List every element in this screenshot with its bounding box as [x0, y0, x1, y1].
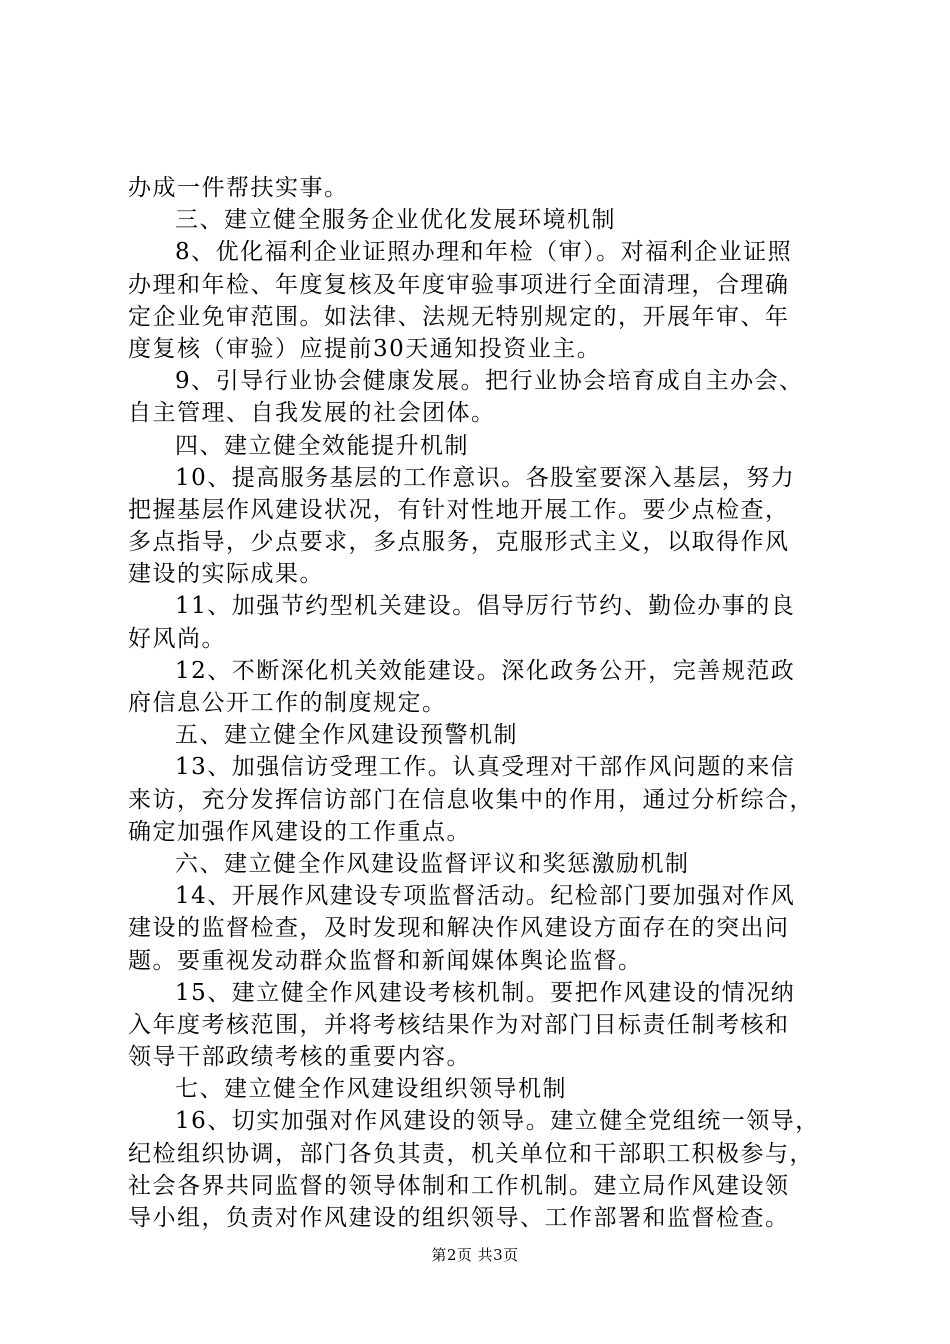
text-line: 14、开展作风建设专项监督活动。纪检部门要加强对作风	[175, 883, 796, 910]
text-line: 办成一件帮扶实事。	[128, 175, 349, 201]
text-line: 9、引导行业协会健康发展。把行业协会培育成自主办会、	[175, 368, 804, 395]
text-line: 自主管理、自我发展的社会团体。	[128, 400, 496, 427]
text-line: 8、优化福利企业证照办理和年检（审）。对福利企业证照	[175, 239, 793, 266]
text-line: 办理和年检、年度复核及年度审验事项进行全面清理，合理确	[128, 271, 790, 298]
text-line: 纪检组织协调，部门各负其责，机关单位和干部职工积极参与，	[128, 1140, 814, 1167]
text-line: 10、提高服务基层的工作意识。各股室要深入基层，努力	[175, 464, 796, 491]
text-line: 15、建立健全作风建设考核机制。要把作风建设的情况纳	[175, 979, 796, 1006]
text-line: 入年度考核范围，并将考核结果作为对部门目标责任制考核和	[128, 1011, 790, 1038]
text-line: 四、建立健全效能提升机制	[175, 432, 469, 459]
text-line: 社会各界共同监督的领导体制和工作机制。建立局作风建设领	[128, 1172, 790, 1199]
text-line: 确定加强作风建设的工作重点。	[128, 818, 471, 845]
text-line: 领导干部政绩考核的重要内容。	[128, 1044, 471, 1071]
text-line: 11、加强节约型机关建设。倡导厉行节约、勤俭办事的良	[175, 593, 796, 620]
text-line: 把握基层作风建设状况，有针对性地开展工作。要少点检查，	[128, 496, 790, 523]
text-line: 16、切实加强对作风建设的领导。建立健全党组统一领导，	[175, 1108, 820, 1135]
text-line: 七、建立健全作风建设组织领导机制	[175, 1076, 567, 1103]
text-line: 三、建立健全服务企业优化发展环境机制	[175, 207, 616, 234]
text-line: 导小组，负责对作风建设的组织领导、工作部署和监督检查。	[128, 1205, 790, 1231]
text-line: 建设的监督检查，及时发现和解决作风建设方面存在的突出问	[128, 915, 790, 942]
text-line: 六、建立健全作风建设监督评议和奖惩激励机制	[175, 850, 690, 877]
text-line: 来访，充分发挥信访部门在信息收集中的作用，通过分析综合，	[128, 786, 814, 813]
text-line: 府信息公开工作的制度规定。	[128, 690, 447, 716]
text-line: 五、建立健全作风建设预警机制	[175, 722, 518, 749]
document-body	[128, 172, 832, 1234]
text-line: 12、不断深化机关效能建设。深化政务公开，完善规范政	[175, 657, 796, 684]
text-line: 题。要重视发动群众监督和新闻媒体舆论监督。	[128, 947, 643, 974]
text-line: 好风尚。	[128, 625, 226, 652]
text-line: 多点指导，少点要求，多点服务，克服形式主义，以取得作风	[128, 529, 790, 556]
text-line: 建设的实际成果。	[128, 561, 324, 588]
text-line: 定企业免审范围。如法律、法规无特别规定的，开展年审、年	[128, 303, 790, 330]
text-line: 度复核（审验）应提前30天通知投资业主。	[128, 335, 602, 362]
page-footer: 第2页 共3页	[431, 1246, 519, 1264]
text-line: 13、加强信访受理工作。认真受理对干部作风问题的来信	[175, 754, 796, 781]
